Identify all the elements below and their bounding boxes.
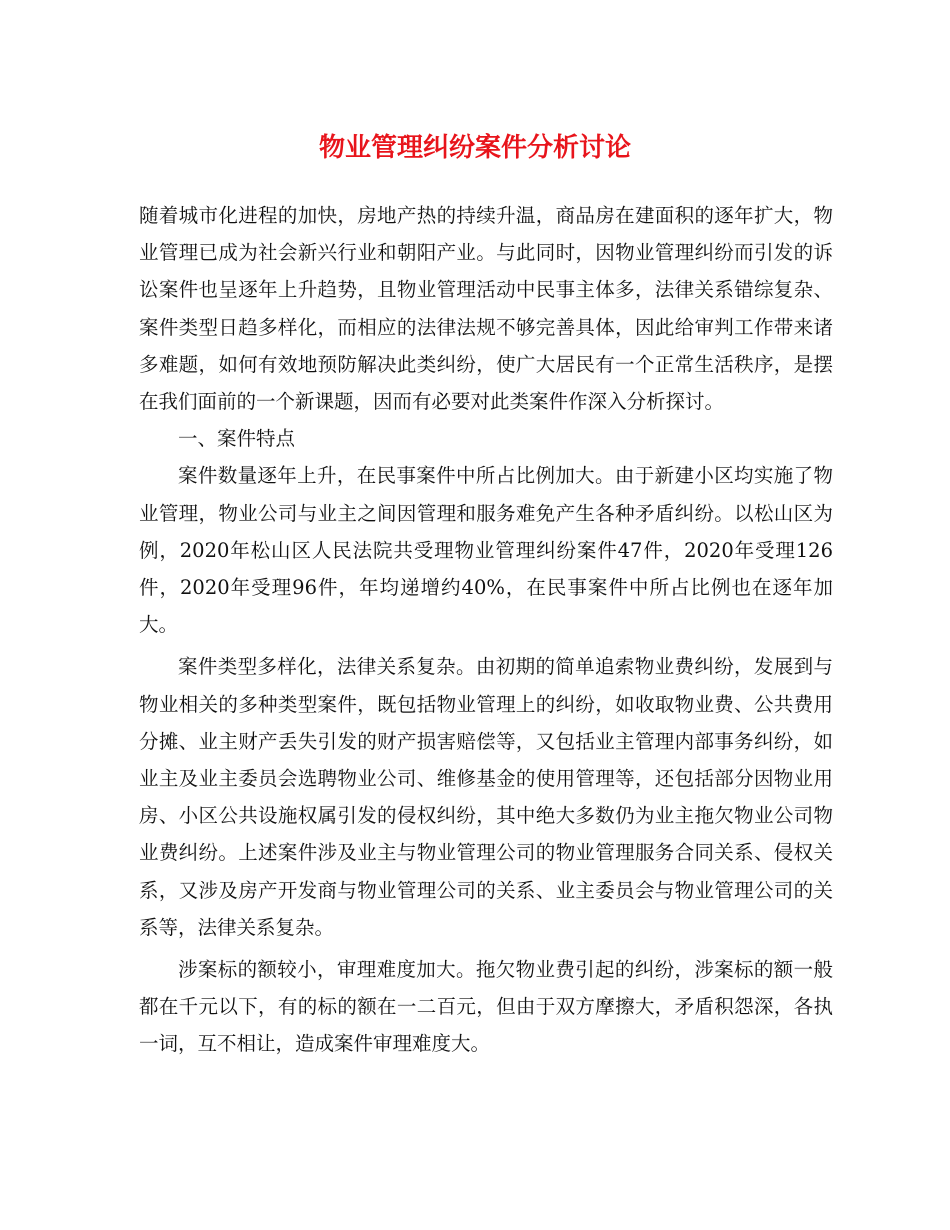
intro-paragraph: 随着城市化进程的加快，房地产热的持续升温，商品房在建面积的逐年扩大，物业管理已成为社会新兴行业和朝阳产业。与此同时，因物业管理纠纷而引发的诉讼案件也呈逐年上升趋势，且物业管理活动中民事主体多，法律关系错综复杂、案件类型日趋多样化，而相应的法律法规不够完善具体，因此给审判工作带来诸多难题，如何有效地预防解决此类纠纷，使广大居民有一个正常生活秩序，是摆在我们面前的一个新课题，因而有必要对此类案件作深入分析探讨。 xyxy=(139,204,833,414)
section-heading-case-features: 一、案件特点 xyxy=(178,427,296,451)
document-body xyxy=(139,197,833,1063)
document-title: 物业管理纠纷案件分析讨论 xyxy=(318,133,631,163)
paragraph-case-amounts: 涉案标的额较小，审理难度加大。拖欠物业费引起的纠纷，涉案标的额一般都在千元以下，有的标的额在一二百元，但由于双方摩擦大，矛盾积怨深，各执一词，互不相让，造成案件审理难度大。 xyxy=(139,958,833,1056)
paragraph-case-types: 案件类型多样化，法律关系复杂。由初期的简单追索物业费纠纷，发展到与物业相关的多种类型案件，既包括物业管理上的纠纷，如收取物业费、公共费用分摊、业主财产丢失引发的财产损害赔偿等，又包括业主管理内部事务纠纷，如业主及业主委员会选聘物业公司、维修基金的使用管理等，还包括部分因物业用房、小区公共设施权属引发的侵权纠纷，其中绝大多数仍为业主拖欠物业公司物业费纠纷。上述案件涉及业主与物业管理公司的物业管理服务合同关系、侵权关系，又涉及房产开发商与物业管理公司的关系、业主委员会与物业管理公司的关系等，法律关系复杂。 xyxy=(139,655,833,939)
paragraph-case-volume: 案件数量逐年上升，在民事案件中所占比例加大。由于新建小区均实施了物业管理，物业公司与业主之间因管理和服务难免产生各种矛盾纠纷。以松山区为例，2020年松山区人民法院共受理物业管理纠纷案件47件，2020年受理126件，2020年受理96件，年均递增约40%，在民事案件中所占比例也在逐年加大。 xyxy=(139,464,833,637)
